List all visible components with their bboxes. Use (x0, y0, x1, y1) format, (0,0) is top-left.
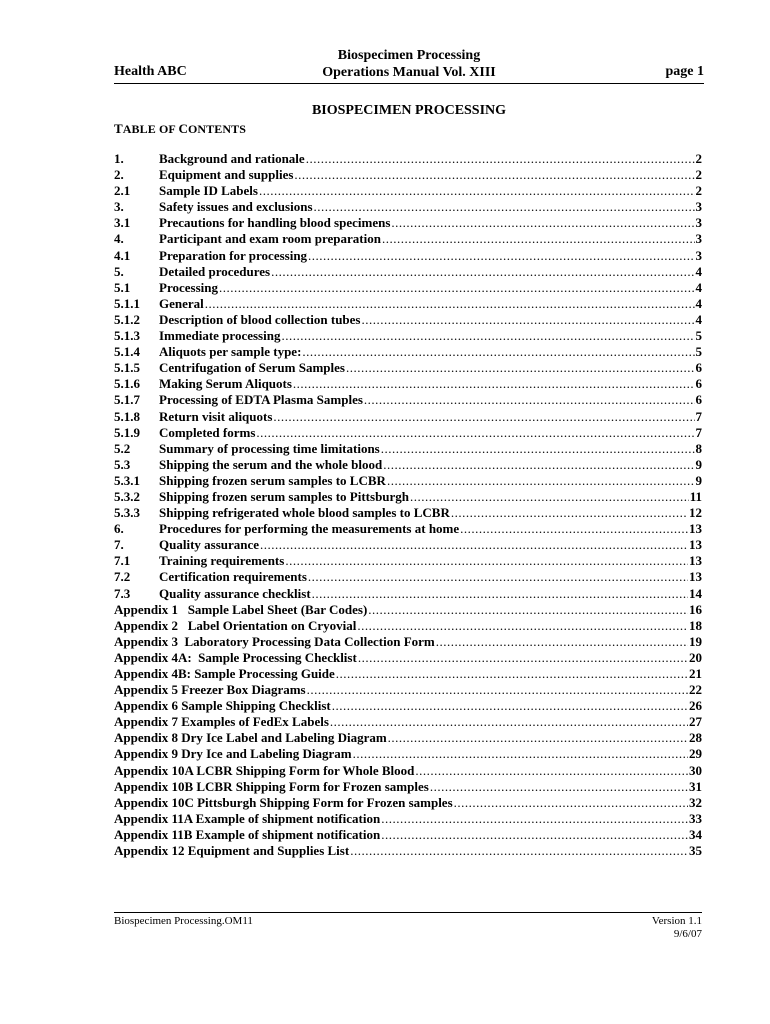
toc-entry-number: 5.3.1 (114, 472, 140, 488)
toc-entry[interactable] (114, 264, 702, 280)
toc-entry-number: 5.1.5 (114, 360, 140, 376)
toc-entry-title: Appendix 5 Freezer Box Diagrams (114, 682, 306, 698)
toc-entry[interactable] (114, 569, 702, 585)
toc-entry-page: 2 (695, 183, 702, 199)
toc-dot-leader (410, 489, 689, 505)
toc-entry-page: 6 (695, 360, 702, 376)
toc-entry[interactable] (114, 521, 702, 537)
toc-entry-title: Shipping frozen serum samples to LCBR (159, 472, 386, 488)
toc-entry[interactable] (114, 650, 702, 666)
toc-entry-title: Description of blood collection tubes (159, 311, 361, 327)
toc-entry-page: 4 (695, 311, 702, 327)
toc-entry-page: 5 (695, 328, 702, 344)
table-of-contents (114, 151, 702, 859)
toc-entry-title: Appendix 11B Example of shipment notification (114, 826, 381, 842)
toc-entry-number: 5.1.4 (114, 344, 140, 360)
toc-entry-title: Quality assurance checklist (159, 585, 311, 601)
toc-entry-page: 9 (695, 456, 702, 472)
toc-entry-page: 4 (695, 295, 702, 311)
toc-entry-title: Procedures for performing the measurements at home (159, 521, 460, 537)
toc-entry-page: 21 (689, 666, 702, 681)
toc-entry-page: 8 (695, 440, 702, 456)
toc-dot-leader (430, 779, 688, 795)
toc-dot-leader (294, 167, 694, 183)
toc-entry-title: Completed forms (159, 424, 256, 440)
toc-entry-page: 31 (689, 778, 702, 794)
toc-entry-page: 27 (689, 714, 702, 730)
toc-entry-page: 6 (695, 392, 702, 408)
toc-entry[interactable] (114, 763, 702, 779)
toc-entry-title: Centrifugation of Serum Samples (159, 360, 345, 376)
toc-entry-title: Summary of processing time limitations (159, 440, 380, 456)
toc-entry-title: Appendix 9 Dry Ice and Labeling Diagram (114, 746, 352, 762)
toc-entry-page: 3 (695, 247, 702, 263)
toc-dot-leader (285, 553, 688, 569)
toc-entry-page: 32 (689, 794, 702, 810)
toc-entry-title: Precautions for handling blood specimens (159, 215, 391, 231)
toc-dot-leader (314, 199, 695, 215)
toc-entry[interactable] (114, 151, 702, 167)
toc-entry-number: 6. (114, 521, 124, 537)
toc-entry-title: Appendix 1 Sample Label Sheet (Bar Codes) (114, 601, 368, 617)
toc-entry-page: 28 (689, 730, 702, 746)
toc-entry-page: 13 (689, 569, 702, 585)
toc-entry-title: Return visit aliquots (159, 408, 273, 424)
toc-dot-leader (306, 151, 695, 167)
toc-entry[interactable] (114, 666, 702, 682)
toc-entry-title: Shipping the serum and the whole blood (159, 456, 383, 472)
toc-entry[interactable] (114, 714, 702, 730)
toc-entry-number: 5.3.3 (114, 505, 140, 521)
toc-dot-leader (381, 441, 695, 457)
toc-entry-number: 5.1.3 (114, 328, 140, 344)
toc-dot-leader (350, 843, 688, 859)
toc-entry[interactable] (114, 183, 702, 199)
toc-entry[interactable] (114, 618, 702, 634)
toc-entry-page: 12 (689, 505, 702, 521)
toc-entry-page: 4 (695, 263, 702, 279)
toc-dot-leader (219, 280, 695, 296)
toc-entry-page: 30 (689, 762, 702, 778)
toc-entry[interactable] (114, 537, 702, 553)
toc-dot-leader (302, 344, 694, 360)
toc-entry-page: 16 (689, 601, 702, 617)
toc-dot-leader (205, 296, 695, 312)
toc-entry-number: 5. (114, 263, 124, 279)
toc-entry-title: Appendix 10B LCBR Shipping Form for Frozen samples (114, 778, 429, 794)
toc-entry-number: 5.2 (114, 440, 131, 456)
toc-entry-number: 5.1.2 (114, 311, 140, 327)
toc-entry-number: 2.1 (114, 183, 131, 199)
toc-entry[interactable] (114, 231, 702, 247)
toc-entry[interactable] (114, 425, 702, 441)
toc-entry-page: 34 (689, 826, 702, 842)
toc-entry-page: 7 (695, 424, 702, 440)
toc-entry-page: 6 (695, 376, 702, 392)
toc-entry-page: 19 (689, 633, 702, 649)
toc-entry-page: 11 (689, 488, 702, 504)
toc-entry[interactable] (114, 489, 702, 505)
toc-entry[interactable] (114, 586, 702, 602)
toc-entry-title: Participant and exam room preparation (159, 231, 381, 247)
toc-entry-title: Equipment and supplies (159, 167, 294, 183)
toc-entry-title: Appendix 7 Examples of FedEx Labels (114, 714, 329, 730)
toc-entry[interactable] (114, 682, 702, 698)
toc-dot-leader (362, 312, 695, 328)
toc-dot-leader (308, 248, 694, 264)
toc-entry[interactable] (114, 746, 702, 762)
toc-entry-page: 29 (689, 746, 702, 762)
toc-entry-page: 5 (695, 344, 702, 360)
toc-entry[interactable] (114, 215, 702, 231)
toc-entry-page: 4 (695, 279, 702, 295)
toc-entry[interactable] (114, 167, 702, 183)
toc-entry-page: 18 (689, 617, 702, 633)
toc-dot-leader (357, 618, 688, 634)
toc-entry-title: Immediate processing (159, 328, 281, 344)
footer-divider (114, 912, 702, 913)
toc-entry[interactable] (114, 457, 702, 473)
toc-dot-leader (330, 714, 688, 730)
toc-entry[interactable] (114, 409, 702, 425)
toc-entry[interactable] (114, 441, 702, 457)
toc-entry-number: 1. (114, 151, 124, 166)
toc-dot-leader (388, 730, 688, 746)
toc-entry[interactable] (114, 376, 702, 392)
toc-entry-title: Appendix 10C Pittsburgh Shipping Form for Frozen samples (114, 794, 453, 810)
toc-entry-title: Appendix 11A Example of shipment notification (114, 810, 381, 826)
toc-dot-leader (436, 634, 688, 650)
toc-entry[interactable] (114, 312, 702, 328)
toc-entry-number: 7.1 (114, 553, 131, 569)
header-title-line1: Biospecimen Processing (337, 48, 481, 63)
toc-dot-leader (381, 827, 688, 843)
toc-entry-number: 4. (114, 231, 124, 247)
toc-entry[interactable] (114, 505, 702, 521)
toc-entry-title: Making Serum Aliquots (159, 376, 292, 392)
toc-entry-title: General (159, 295, 204, 311)
toc-entry-page: 14 (689, 585, 702, 601)
toc-entry-title: Appendix 12 Equipment and Supplies List (114, 843, 350, 859)
toc-entry-page: 35 (689, 843, 702, 859)
toc-entry[interactable] (114, 843, 702, 859)
toc-entry-number: 3. (114, 199, 124, 215)
toc-entry-page: 3 (695, 215, 702, 231)
toc-entry[interactable] (114, 553, 702, 569)
toc-entry-page: 13 (689, 521, 702, 537)
toc-entry-page: 2 (695, 167, 702, 183)
toc-entry[interactable] (114, 795, 702, 811)
toc-entry-number: 5.1.9 (114, 424, 140, 440)
toc-entry[interactable] (114, 827, 702, 843)
toc-dot-leader (391, 215, 694, 231)
toc-entry-title: Appendix 6 Sample Shipping Checklist (114, 698, 331, 714)
toc-entry-title: Sample ID Labels (159, 183, 258, 199)
page-header (114, 47, 704, 85)
toc-entry-number: 5.1.7 (114, 392, 140, 408)
header-title-line2: Operations Manual Vol. XIII (322, 65, 496, 80)
toc-dot-leader (293, 376, 695, 392)
toc-entry-page: 13 (689, 537, 702, 553)
toc-entry-title: Quality assurance (159, 537, 260, 553)
toc-dot-leader (332, 698, 688, 714)
toc-dot-leader (271, 264, 694, 280)
toc-entry-number: 5.1.8 (114, 408, 140, 424)
header-page-number: page 1 (665, 64, 704, 79)
toc-entry-title: Processing (159, 279, 218, 295)
toc-dot-leader (451, 505, 688, 521)
toc-entry-number: 3.1 (114, 215, 131, 231)
footer-filename: Biospecimen Processing.OM11 (114, 915, 253, 927)
toc-entry-title: Shipping refrigerated whole blood samples to LCBR (159, 505, 450, 521)
toc-entry[interactable] (114, 199, 702, 215)
toc-entry-title: Preparation for processing (159, 247, 308, 263)
toc-entry-page: 3 (695, 231, 702, 247)
toc-dot-leader (454, 795, 688, 811)
toc-dot-leader (353, 746, 688, 762)
toc-entry[interactable] (114, 698, 702, 714)
toc-dot-leader (256, 425, 694, 441)
toc-entry[interactable] (114, 280, 702, 296)
toc-dot-leader (387, 473, 695, 489)
toc-entry-number: 7.2 (114, 569, 131, 585)
toc-dot-leader (460, 521, 688, 537)
toc-entry[interactable] (114, 392, 702, 408)
toc-entry-page: 2 (695, 151, 702, 166)
toc-entry-page: 9 (695, 472, 702, 488)
toc-entry-number: 7.3 (114, 585, 131, 601)
toc-entry[interactable] (114, 248, 702, 264)
toc-dot-leader (358, 650, 688, 666)
document-title: BIOSPECIMEN PROCESSING (311, 103, 507, 118)
toc-heading: TABLE OF CONTENTS (114, 121, 247, 136)
toc-entry-title: Detailed procedures (159, 263, 271, 279)
toc-dot-leader (259, 183, 695, 199)
toc-entry[interactable] (114, 811, 702, 827)
toc-dot-leader (308, 569, 688, 585)
toc-dot-leader (336, 666, 688, 682)
toc-entry[interactable] (114, 634, 702, 650)
toc-dot-leader (364, 392, 695, 408)
toc-entry-number: 5.1 (114, 279, 131, 295)
toc-dot-leader (312, 586, 688, 602)
toc-entry-title: Appendix 3 Laboratory Processing Data Collection Form (114, 633, 435, 649)
toc-entry[interactable] (114, 730, 702, 746)
toc-entry-title: Appendix 2 Label Orientation on Cryovial (114, 617, 357, 633)
toc-entry-title: Appendix 4B: Sample Processing Guide (114, 666, 335, 681)
toc-entry-number: 2. (114, 167, 124, 183)
toc-entry-number: 5.3 (114, 456, 131, 472)
toc-entry-page: 33 (689, 810, 702, 826)
toc-entry-title: Safety issues and exclusions (159, 199, 313, 215)
toc-entry-page: 20 (689, 649, 702, 665)
toc-entry-title: Appendix 4A: Sample Processing Checklist (114, 649, 357, 665)
toc-dot-leader (260, 537, 688, 553)
toc-entry-title: Shipping frozen serum samples to Pittsburgh (159, 488, 410, 504)
toc-dot-leader (273, 409, 694, 425)
footer-version-info (652, 915, 702, 941)
toc-entry[interactable] (114, 328, 702, 344)
toc-entry[interactable] (114, 296, 702, 312)
toc-entry-title: Appendix 10A LCBR Shipping Form for Whole Blood (114, 762, 415, 778)
footer-version: Version 1.1 (651, 915, 702, 927)
toc-entry-title: Training requirements (159, 553, 285, 569)
toc-entry-page: 7 (695, 408, 702, 424)
toc-entry[interactable] (114, 360, 702, 376)
toc-entry-page: 22 (689, 682, 702, 698)
toc-entry[interactable] (114, 602, 702, 618)
toc-dot-leader (307, 682, 688, 698)
toc-dot-leader (383, 457, 694, 473)
toc-entry[interactable] (114, 344, 702, 360)
toc-entry-page: 13 (689, 553, 702, 569)
toc-entry-title: Aliquots per sample type: (159, 344, 302, 360)
toc-dot-leader (415, 763, 688, 779)
toc-entry[interactable] (114, 473, 702, 489)
toc-entry-title: Appendix 8 Dry Ice Label and Labeling Diagram (114, 730, 387, 746)
header-study-name: Health ABC (114, 64, 187, 79)
toc-entry-title: Background and rationale (159, 151, 305, 166)
toc-entry[interactable] (114, 779, 702, 795)
header-divider (114, 83, 704, 84)
toc-entry-number: 5.3.2 (114, 488, 140, 504)
toc-entry-number: 7. (114, 537, 124, 553)
toc-dot-leader (368, 602, 688, 618)
toc-entry-title: Certification requirements (159, 569, 307, 585)
toc-dot-leader (381, 811, 688, 827)
toc-entry-number: 5.1.6 (114, 376, 140, 392)
toc-dot-leader (281, 328, 694, 344)
toc-entry-number: 5.1.1 (114, 295, 140, 311)
toc-entry-title: Processing of EDTA Plasma Samples (159, 392, 363, 408)
toc-entry-page: 3 (695, 199, 702, 215)
toc-entry-number: 4.1 (114, 247, 131, 263)
toc-dot-leader (382, 231, 695, 247)
toc-dot-leader (346, 360, 695, 376)
header-manual-title (114, 47, 704, 81)
footer-date: 9/6/07 (673, 928, 702, 940)
toc-entry-page: 26 (689, 698, 702, 714)
